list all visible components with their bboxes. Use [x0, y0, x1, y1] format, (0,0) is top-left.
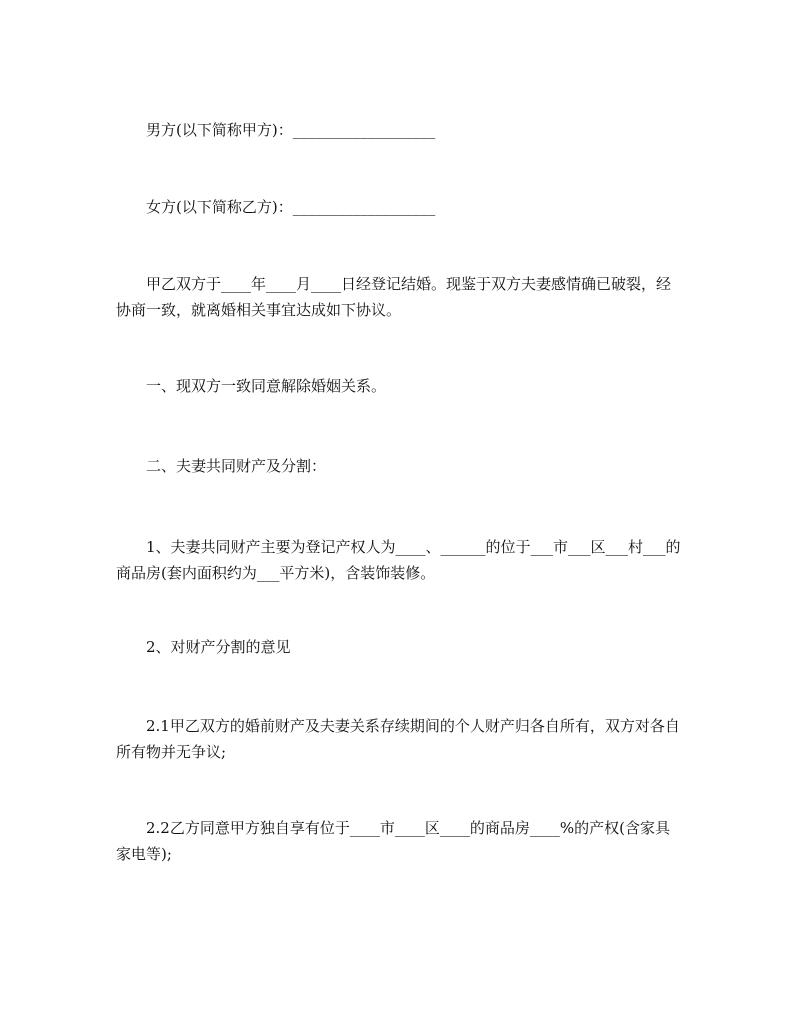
clause-one: 一、现双方一致同意解除婚姻关系。	[116, 377, 387, 395]
intro-paragraph: 甲乙双方于____年____月____日经登记结婚。现鉴于双方夫妻感情确已破裂，经协商一致，就离婚相关事宜达成如下协议。	[116, 275, 672, 319]
clause-two-heading: 二、夫妻共同财产及分割：	[116, 457, 327, 475]
property-item-1: 1、夫妻共同财产主要为登记产权人为____、______的位于___市___区___村___的商品房(套内面积约为___平方米)，含装饰装修。	[116, 538, 681, 582]
wife-line: 女方(以下简称乙方)：___________________	[116, 198, 436, 216]
property-item-2: 2、对财产分割的意见	[116, 638, 291, 656]
property-item-2-2: 2.2乙方同意甲方独自享有位于____市____区____的商品房____%的产权(含家具家电等);	[116, 819, 670, 863]
property-item-2-1: 2.1甲乙双方的婚前财产及夫妻关系存续期间的个人财产归各自所有，双方对各自所有物并无争议;	[116, 717, 680, 761]
husband-line: 男方(以下简称甲方)：___________________	[116, 121, 436, 139]
